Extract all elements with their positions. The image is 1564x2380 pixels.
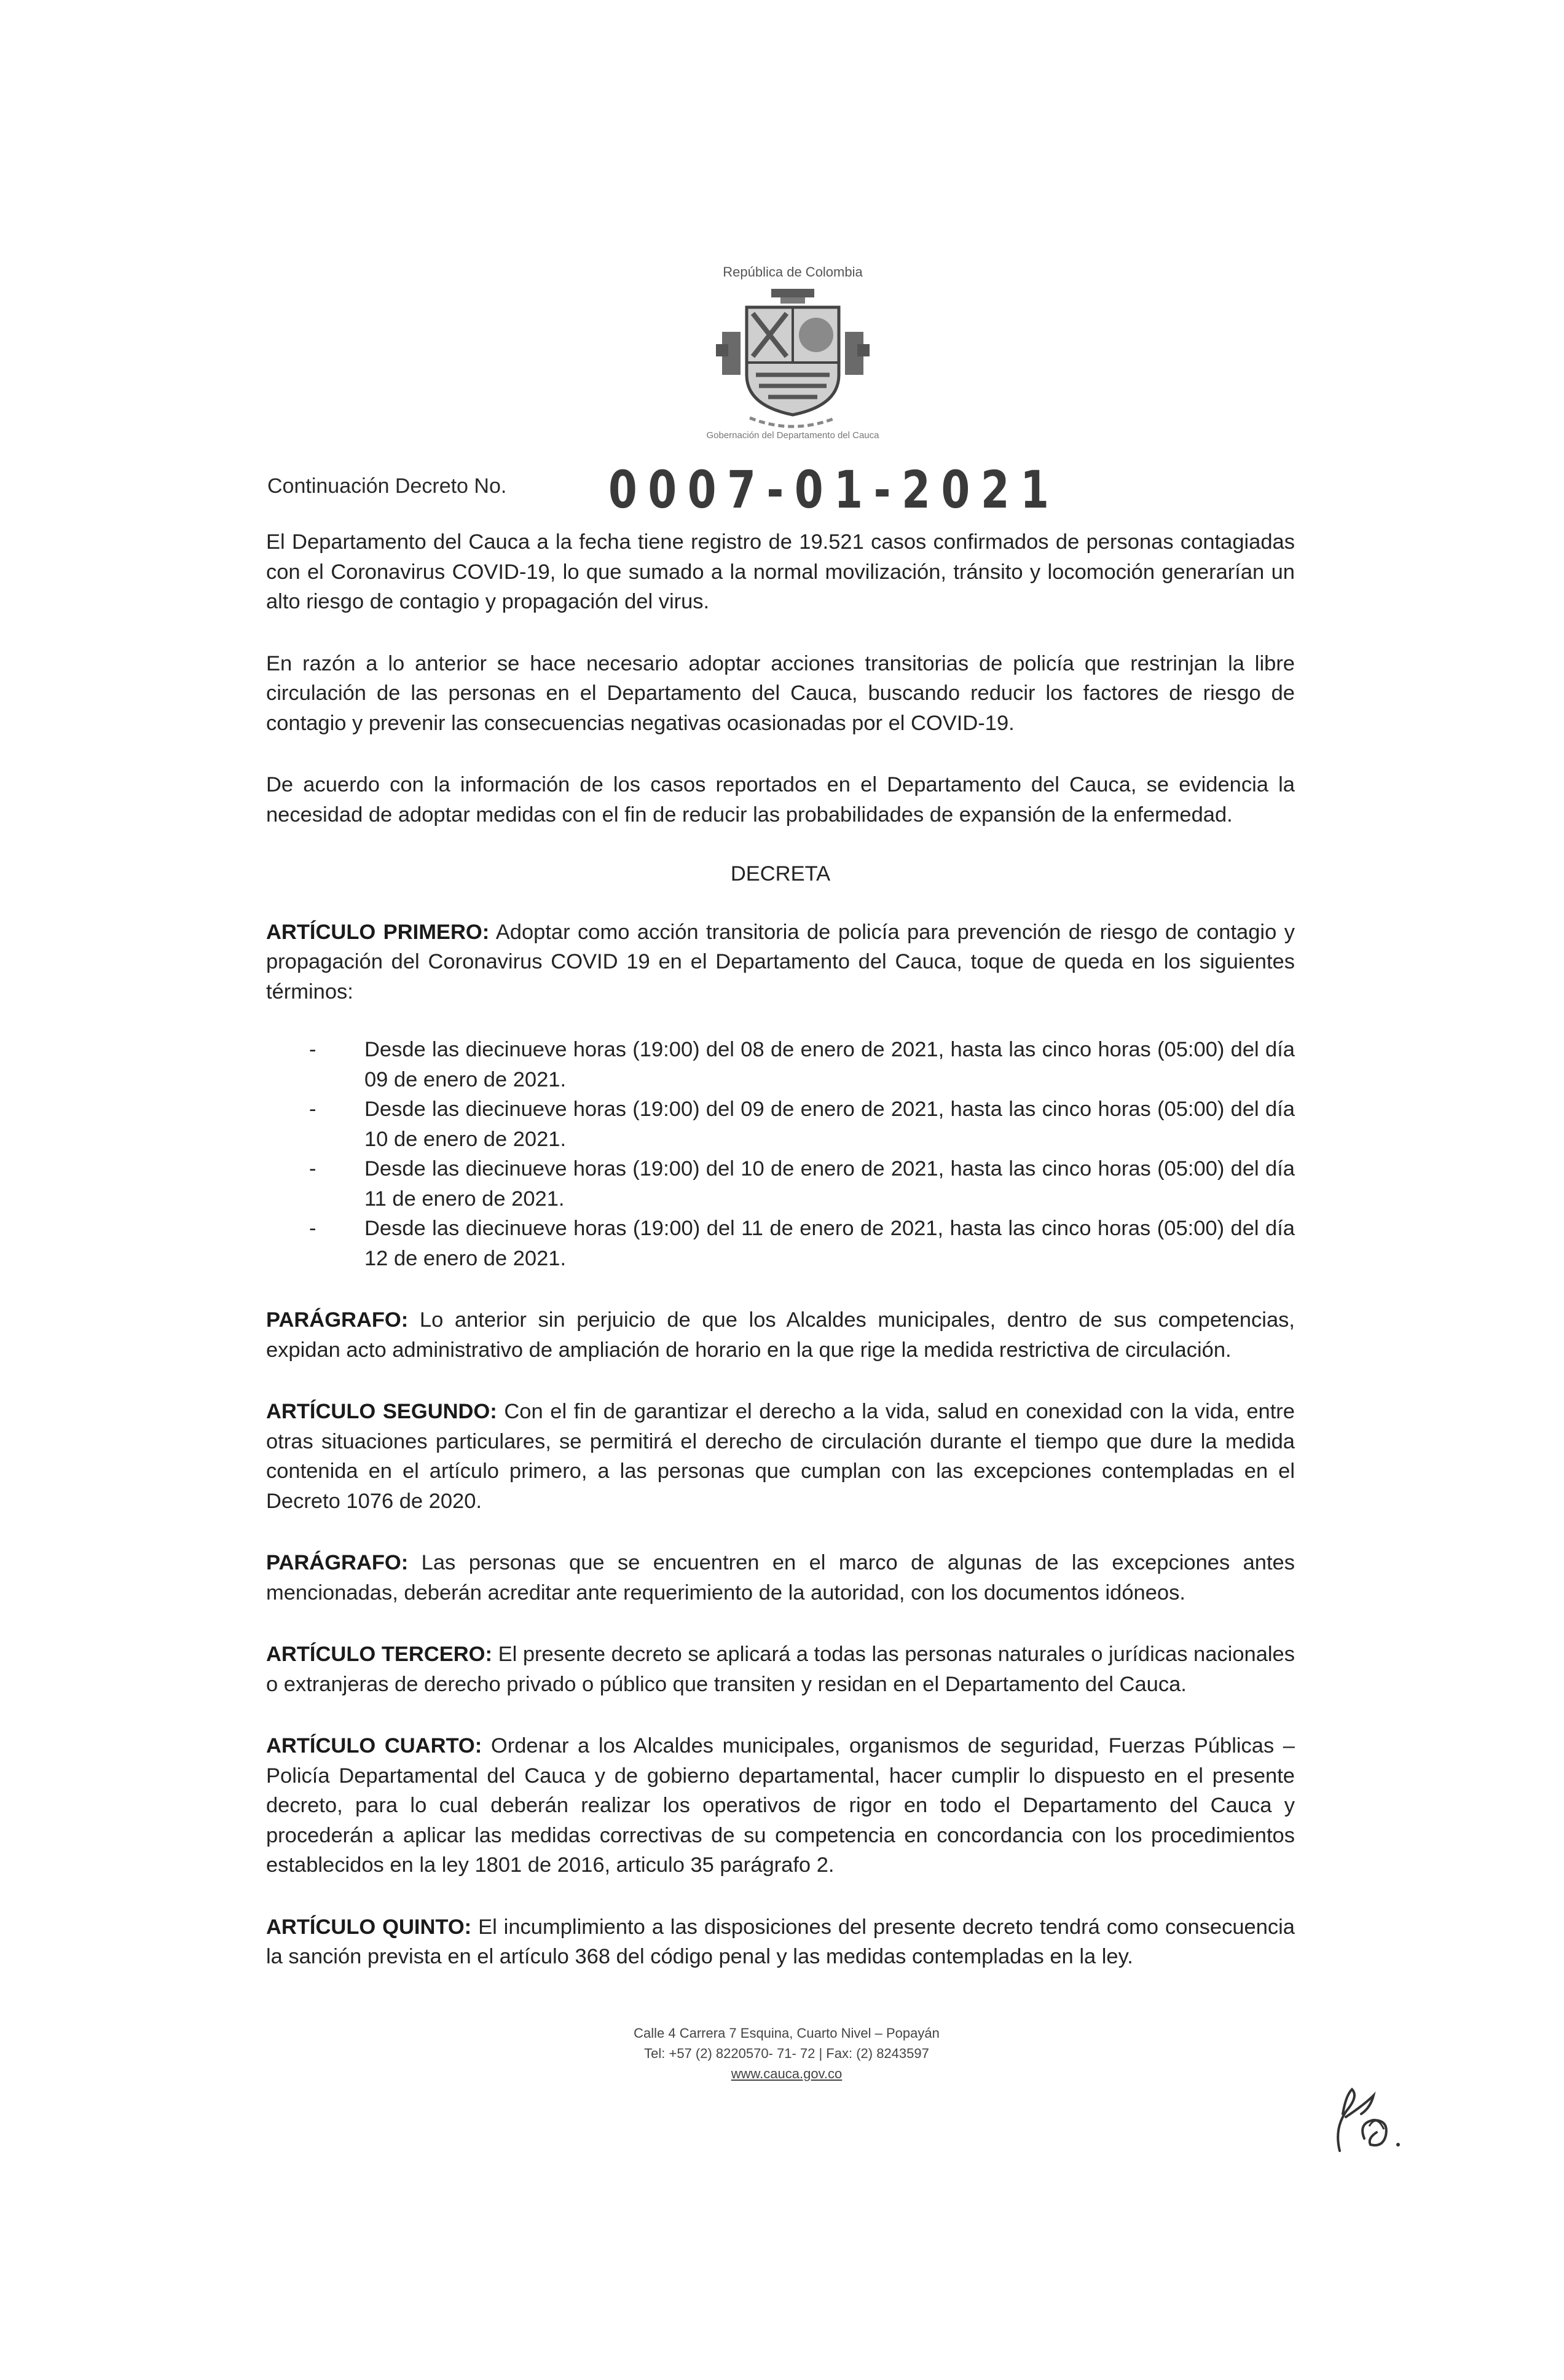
- footer-address: Calle 4 Carrera 7 Esquina, Cuarto Nivel – Popayán: [634, 2025, 940, 2041]
- list-dash: -: [309, 1157, 316, 1180]
- list-item-text: Desde las diecinueve horas (19:00) del 11 de enero de 2021, hasta las cinco horas (05:00) del día 12 de enero de 2021.: [364, 1217, 1295, 1270]
- article-text: El incumplimiento a las disposiciones del presente decreto tendrá como consecuencia la sanción prevista en el artículo 368 del código penal y las medidas contempladas en la ley.: [266, 1915, 1295, 1968]
- list-item-text: Desde las diecinueve horas (19:00) del 10 de enero de 2021, hasta las cinco horas (05:00) del día 11 de enero de 2021.: [364, 1157, 1295, 1211]
- list-item-text: Desde las diecinueve horas (19:00) del 09 de enero de 2021, hasta las cinco horas (05:00) del día 10 de enero de 2021.: [364, 1098, 1295, 1151]
- article-second: [266, 1397, 1295, 1516]
- footer: [553, 2023, 1020, 2084]
- article-first: [266, 917, 1295, 1007]
- article-text: Con el fin de garantizar el derecho a la vida, salud en conexidad con la vida, entre otras situaciones particulares, se permitirá el derecho de circulación durante el tiempo que dure la medida contenida en el artículo primero, a las personas que cumplan con las excepciones contempladas en el Decreto 1076 de 2020.: [266, 1400, 1295, 1513]
- paragraph: El Departamento del Cauca a la fecha tiene registro de 19.521 casos confirmados de personas contagiadas con el Coronavirus COVID-19, lo que sumado a la normal movilización, tránsito y locomoción generarían un alto riesgo de contagio y propagación del virus.: [266, 530, 1295, 613]
- list-item: [309, 1154, 1295, 1214]
- article-third: [266, 1640, 1295, 1699]
- header-government: Gobernación del Departamento del Cauca: [706, 430, 879, 441]
- paragraph: En razón a lo anterior se hace necesario adoptar acciones transitorias de policía que restrinjan la libre circulación de las personas en el Departamento del Cauca, buscando reducir los factores de riesgo de contagio y prevenir las consecuencias negativas ocasionadas por el COVID-19.: [266, 651, 1295, 735]
- article-heading: ARTÍCULO SEGUNDO:: [266, 1400, 497, 1423]
- article-fifth: [266, 1912, 1295, 1972]
- coat-of-arms-emblem: [713, 289, 873, 436]
- paragrafo-text: Las personas que se encuentren en el marco de algunas de las excepciones antes mencionadas, deberán acreditar ante requerimiento de la autoridad, con los documentos idóneos.: [266, 1551, 1295, 1604]
- article-fourth: [266, 1731, 1295, 1880]
- signature-initials-icon: [1315, 2071, 1413, 2163]
- paragrafo-heading: PARÁGRAFO:: [266, 1551, 409, 1574]
- article-text: El presente decreto se aplicará a todas las personas naturales o jurídicas nacionales o extranjeras de derecho privado o público que transiten y residan en el Departamento del Cauca.: [266, 1643, 1295, 1696]
- paragrafo-second: [266, 1548, 1295, 1608]
- list-item: [309, 1214, 1295, 1273]
- decree-number: 0007-01-2021: [608, 460, 1060, 520]
- decreta-heading: DECRETA: [730, 862, 831, 886]
- article-text: Adoptar como acción transitoria de policía para prevención de riesgo de contagio y propagación del Coronavirus COVID 19 en el Departamento del Cauca, toque de queda en los siguientes términos:: [266, 920, 1295, 1003]
- document-body: [266, 527, 1295, 2004]
- article-heading: ARTÍCULO QUINTO:: [266, 1915, 472, 1939]
- decree-label: Continuación Decreto No.: [267, 474, 507, 498]
- list-dash: -: [309, 1098, 316, 1121]
- article-heading: ARTÍCULO TERCERO:: [266, 1643, 492, 1666]
- list-item-text: Desde las diecinueve horas (19:00) del 08 de enero de 2021, hasta las cinco horas (05:00) del día 09 de enero de 2021.: [364, 1038, 1295, 1091]
- paragraph: De acuerdo con la información de los casos reportados en el Departamento del Cauca, se evidencia la necesidad de adoptar medidas con el fin de reducir las probabilidades de expansión de la enfermedad.: [266, 773, 1295, 827]
- paragrafo-heading: PARÁGRAFO:: [266, 1308, 409, 1332]
- paragrafo-first: [266, 1305, 1295, 1365]
- header-country: República de Colombia: [723, 264, 863, 280]
- footer-phone: Tel: +57 (2) 8220570- 71- 72 | Fax: (2) 8243597: [644, 2046, 929, 2061]
- footer-website-link[interactable]: www.cauca.gov.co: [731, 2066, 843, 2081]
- list-item: [309, 1035, 1295, 1094]
- list-item: [309, 1094, 1295, 1154]
- list-dash: -: [309, 1038, 316, 1061]
- article-heading: ARTÍCULO PRIMERO:: [266, 920, 490, 944]
- article-heading: ARTÍCULO CUARTO:: [266, 1734, 482, 1758]
- list-dash: -: [309, 1217, 316, 1240]
- article-text: Ordenar a los Alcaldes municipales, organismos de seguridad, Fuerzas Públicas – Policía Departamental del Cauca y de gobierno departamental, hacer cumplir lo dispuesto en el presente decreto, para lo cual deberán realizar los operativos de rigor en todo el Departamento del Cauca y procederán a aplicar las medidas correctivas de su competencia en concordancia con los procedimientos establecidos en la ley 1801 de 2016, articulo 35 parágrafo 2.: [266, 1734, 1295, 1877]
- curfew-list: [266, 1035, 1295, 1273]
- paragrafo-text: Lo anterior sin perjuicio de que los Alcaldes municipales, dentro de sus competencias, expidan acto administrativo de ampliación de horario en la que rige la medida restrictiva de circulación.: [266, 1308, 1295, 1362]
